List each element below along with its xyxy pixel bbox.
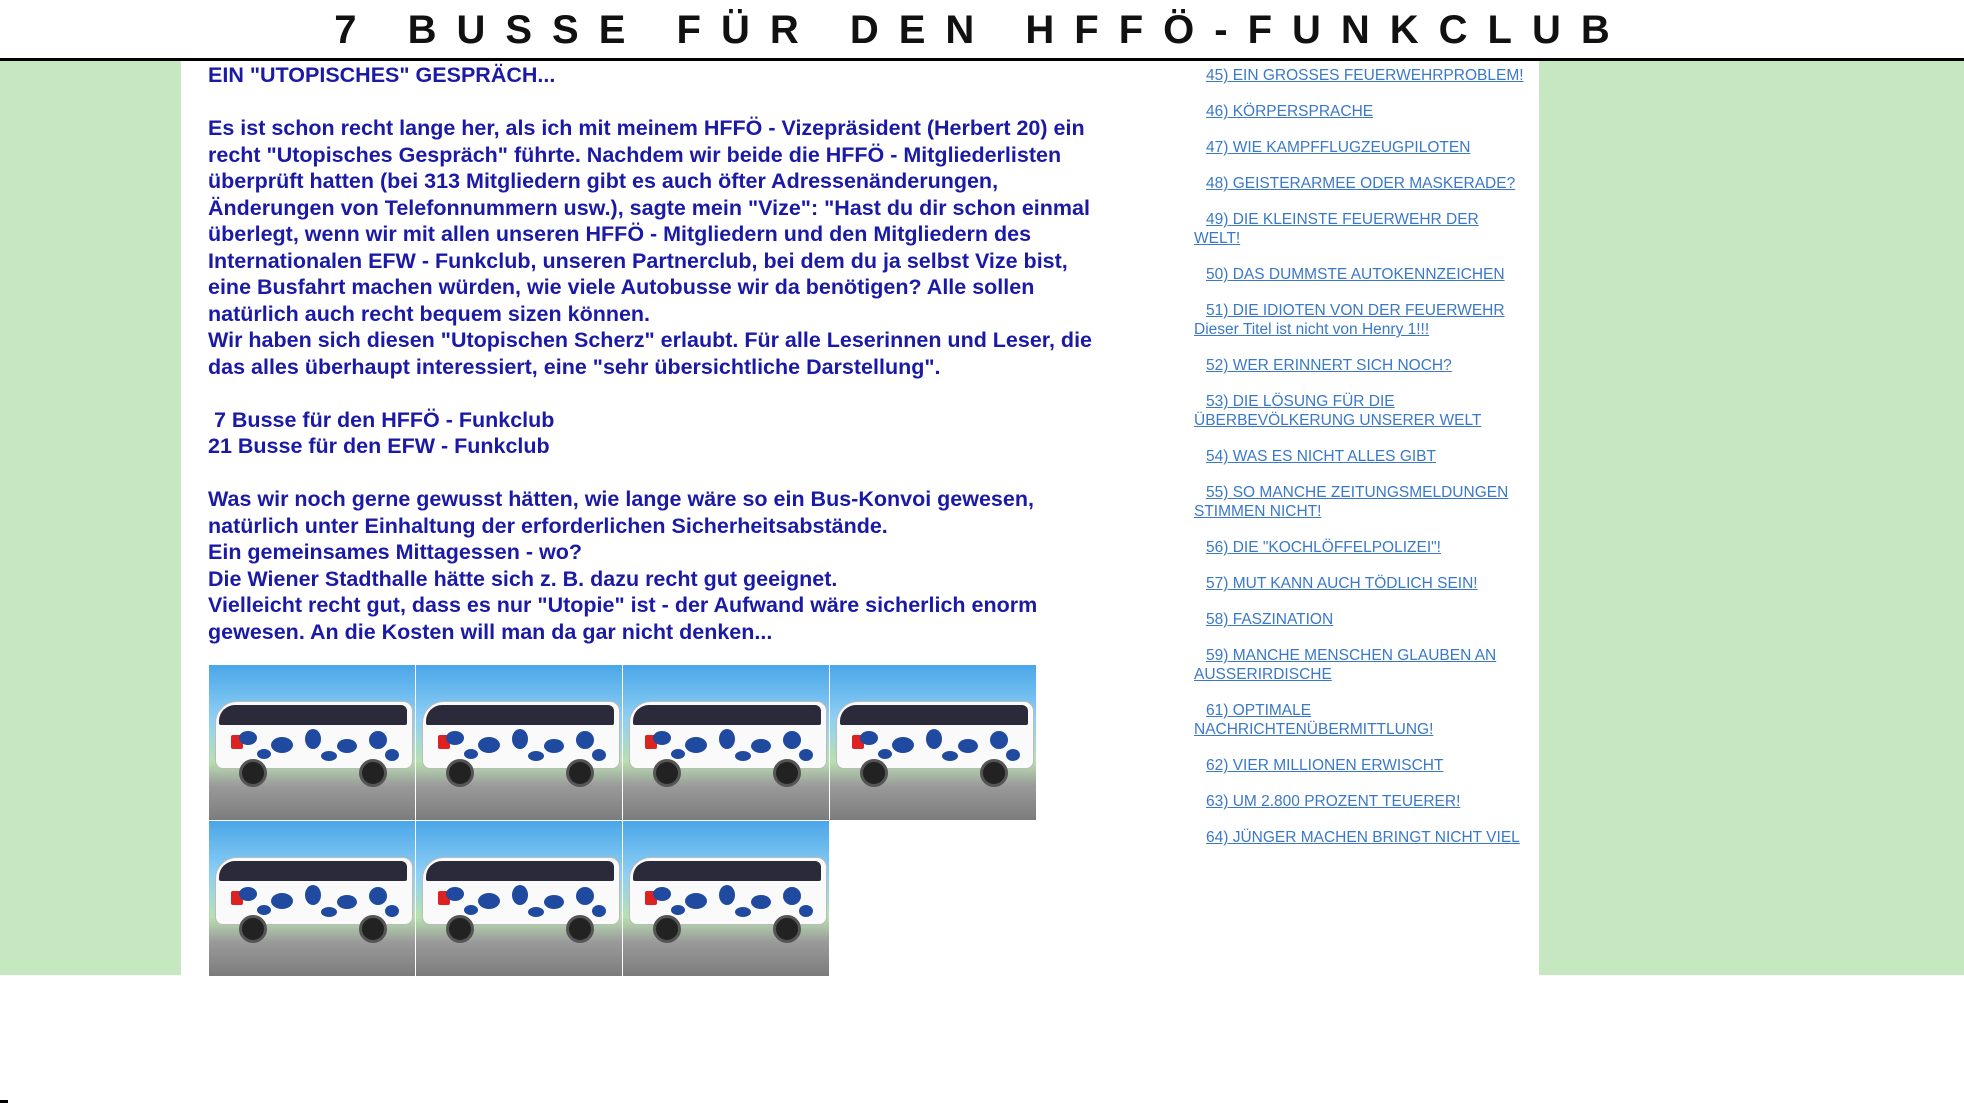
bus-photo — [209, 821, 415, 976]
bus-photo — [416, 821, 622, 976]
bus-photo — [623, 821, 829, 976]
article-link[interactable]: 46) KÖRPERSPRACHE — [1206, 103, 1374, 120]
page-header — [0, 0, 1964, 61]
article-link[interactable]: 47) WIE KAMPFFLUGZEUGPILOTEN — [1206, 139, 1471, 156]
article-link[interactable]: 52) WER ERINNERT SICH NOCH? — [1206, 357, 1452, 374]
article-link[interactable]: 57) MUT KANN AUCH TÖDLICH SEIN! — [1206, 575, 1478, 592]
article-link[interactable]: 55) SO MANCHE ZEITUNGSMELDUNGEN STIMMEN NICHT! — [1194, 484, 1509, 520]
article-link[interactable]: 56) DIE "KOCHLÖFFELPOLIZEI"! — [1206, 539, 1441, 556]
article-link[interactable]: 62) VIER MILLIONEN ERWISCHT — [1206, 757, 1444, 774]
article-link[interactable]: 54) WAS ES NICHT ALLES GIBT — [1206, 448, 1436, 465]
right-margin-panel — [1539, 61, 1964, 975]
article — [208, 62, 1148, 645]
hffo-bus-count: 7 Busse für den HFFÖ - Funkclub — [208, 407, 555, 432]
article-link[interactable]: 59) MANCHE MENSCHEN GLAUBEN AN AUSSERIRDISCHE — [1194, 647, 1497, 683]
bus-photo — [209, 665, 415, 820]
article-link[interactable]: 48) GEISTERARMEE ODER MASKERADE? — [1206, 175, 1516, 192]
article-paragraph-1: Es ist schon recht lange her, als ich mit meinem HFFÖ - Vizepräsident (Herbert 20) ein recht "Utopisches Gespräch" führte. Nachdem wir beide die HFFÖ - Mitgliederlisten überprüft hatten (bei 313 Mitgliedern gibt es auch öfter Adressenänderungen, Änderungen von Telefonnummern usw.), sagte mein "Vize": "Hast du dir schon einmal überlegt, wenn wir mit allen unseren HFFÖ - Mitgliedern und den Mitgliedern des Internationalen EFW - Funkclub, unseren Partnerclub, bei dem du ja selbst Vize bist, eine Busfahrt machen würden, wie viele Autobusse wir da benötigen? Alle sollen natürlich auch recht bequem sizen können. Wir haben sich diesen "Utopischen Scherz" erlaubt. Für alle Leserinnen und Leser, die das alles überhaupt interessiert, eine "sehr übersichtliche Darstellung". — [208, 116, 1092, 379]
article-link[interactable]: 49) DIE KLEINSTE FEUERWEHR DER WELT! — [1194, 211, 1479, 247]
bus-photo — [623, 665, 829, 820]
efw-bus-count: 21 Busse für den EFW - Funkclub — [208, 434, 550, 458]
article-link-list — [1194, 66, 1524, 864]
article-link[interactable]: 58) FASZINATION — [1206, 611, 1334, 628]
bus-photo — [830, 665, 1036, 820]
page-title: 7 BUSSE FÜR DEN HFFÖ-FUNKCLUB — [334, 8, 1630, 52]
article-link[interactable]: 51) DIE IDIOTEN VON DER FEUERWEHR Dieser Titel ist nicht von Henry 1!!! — [1194, 302, 1505, 338]
article-link[interactable]: 64) JÜNGER MACHEN BRINGT NICHT VIEL — [1206, 829, 1520, 846]
article-link[interactable]: 61) OPTIMALE NACHRICHTENÜBERMITTLUNG! — [1194, 702, 1434, 738]
article-link[interactable]: 63) UM 2.800 PROZENT TEUERER! — [1206, 793, 1461, 810]
article-link[interactable]: 45) EIN GROSSES FEUERWEHRPROBLEM! — [1206, 67, 1524, 84]
bus-photo — [416, 665, 622, 820]
left-margin-panel — [0, 61, 181, 975]
article-paragraph-2: Was wir noch gerne gewusst hätten, wie lange wäre so ein Bus-Konvoi gewesen, natürlich unter Einhaltung der erforderlichen Sicherheitsabstände. Ein gemeinsames Mittagessen - wo? Die Wiener Stadthalle hätte sich z. B. dazu recht gut geeignet. Vielleicht recht gut, dass es nur "Utopie" ist - der Aufwand wäre sicherlich enorm gewesen. An die Kosten will man da gar nicht denken... — [208, 487, 1038, 644]
article-link[interactable]: 53) DIE LÖSUNG FÜR DIE ÜBERBEVÖLKERUNG UNSERER WELT — [1194, 393, 1482, 429]
page-edge-mark — [0, 1100, 8, 1103]
article-link[interactable]: 50) DAS DUMMSTE AUTOKENNZEICHEN — [1206, 266, 1505, 283]
article-heading: EIN "UTOPISCHES" GESPRÄCH... — [208, 63, 556, 87]
bus-image-grid — [209, 665, 829, 976]
